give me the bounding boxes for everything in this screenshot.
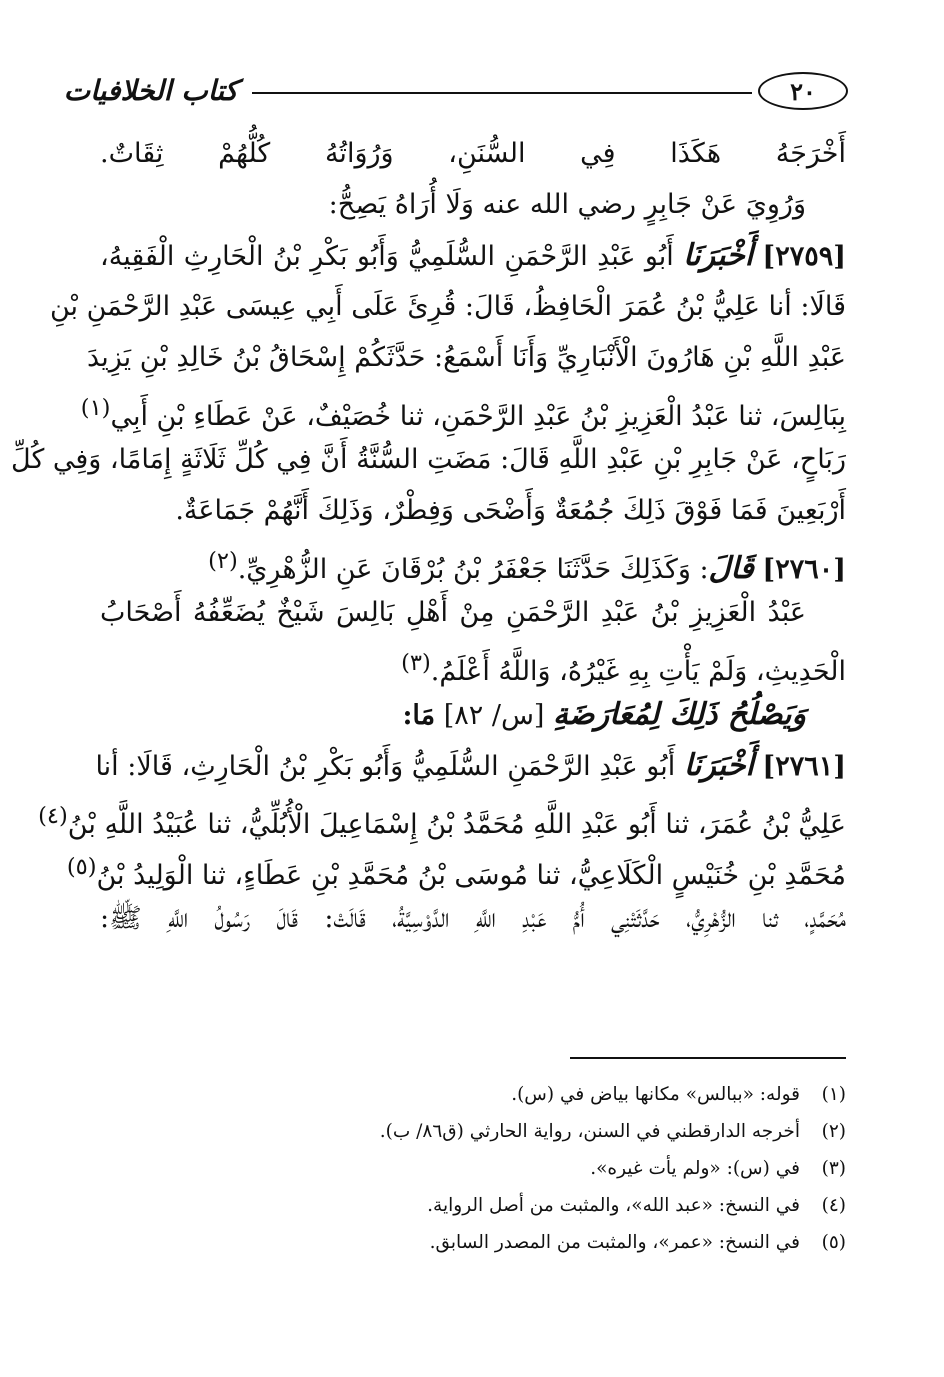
text-span: الْحَدِيثِ، وَلَمْ يَأْتِ بِهِ غَيْرُهُ، وَاللَّهُ أَعْلَمُ. (430, 656, 846, 687)
footnote-text: قوله: «ببالس» مكانها بياض في (س). (511, 1084, 800, 1105)
footnote-ref: (١) (80, 395, 111, 421)
text-span: عَلِيُّ بْنُ عُمَرَ، ثنا أَبُو عَبْدِ اللَّهِ مُحَمَّدُ بْنُ إِسْمَاعِيلَ الْأُبُلِّيُّ، ثنا عُبَيْدُ اللَّهِ بْنُ (67, 809, 846, 840)
text-line (66, 842, 846, 893)
footnote-number: (٤) (821, 1195, 846, 1216)
footnote-item (100, 1187, 846, 1224)
body-text (11, 128, 846, 944)
text-span: مُحَمَّدِ بْنِ خُنَيْسٍ الْكَلَاعِيُّ، ثنا مُوسَى بْنُ مُحَمَّدِ بْنِ عَطَاءٍ، ثنا الْوَلِيدُ بْنُ (96, 860, 846, 891)
footnote-ref: (٤) (38, 803, 68, 829)
text-line: وَرُوِيَ عَنْ جَابِرٍ رضي الله عنه وَلَا أُرَاهُ يَصِحُّ: (328, 189, 806, 220)
page-number: ٢٠ (758, 72, 848, 110)
page-ref: [س/ ٨٢] (443, 700, 545, 731)
footnote-item (100, 1224, 846, 1261)
text-line: مُحَمَّدٍ، ثنا الزُّهْرِيُّ، حَدَّثَتْنِي أُمُّ عَبْدِ اللَّهِ الدَّوْسِيَّةُ، قَالَتْ: قَالَ رَسُولُ اللَّهِ ﷺ: (100, 903, 846, 934)
hadith-number: [٢٧٥٩] (762, 241, 846, 272)
book-title: كتاب الخلافيات (63, 74, 238, 107)
footnote-ref: (٣) (401, 650, 431, 676)
hadith-2761-line (95, 740, 846, 791)
footnote-number: (١) (821, 1084, 846, 1105)
page-header (63, 68, 848, 114)
text-line (100, 638, 846, 689)
akhbarana-keyword: أَخْبَرَنَا (683, 238, 754, 273)
text-span: مَا: (402, 700, 436, 731)
qala-keyword: قَالَ (708, 551, 754, 586)
text-line (38, 791, 846, 842)
footnote-text: في النسخ: «عبد الله»، والمثبت من أصل الرواية. (427, 1195, 800, 1216)
section-heading (100, 689, 846, 740)
text-span: أَبُو عَبْدِ الرَّحْمَنِ السُّلَمِيُّ وَأَبُو بَكْرِ بْنُ الْحَارِثِ، قَالَا: أنا (95, 751, 676, 782)
footnote-ref: (٥) (66, 854, 97, 880)
akhbarana-keyword: أَخْبَرَنَا (683, 748, 754, 783)
text-span: : وَكَذَلِكَ حَدَّثَنَا جَعْفَرُ بْنُ بُرْقَانَ عَنِ الزُّهْرِيِّ. (237, 554, 709, 585)
text-line: أَرْبَعِينَ فَمَا فَوْقَ ذَلِكَ جُمُعَةٌ وَأَضْحَى وَفِطْرٌ، وَذَلِكَ أَنَّهُمْ جَمَاعَةٌ. (175, 495, 846, 526)
hadith-2760-line (100, 536, 846, 587)
footnote-ref: (٢) (208, 548, 238, 574)
heading-bold-text: وَيَصْلُحُ ذَلِكَ لِمُعَارَضَةِ (553, 697, 806, 732)
text-line: رَبَاحٍ، عَنْ جَابِرِ بْنِ عَبْدِ اللَّهِ قَالَ: مَضَتِ السُّنَّةُ أَنَّ فِي كُلِّ ثَلَاثَةٍ إِمَامًا، وَفِي كُلِّ (11, 444, 846, 475)
footnote-separator (570, 1057, 846, 1059)
footnotes (100, 1076, 846, 1261)
footnote-item (100, 1150, 846, 1187)
text-line: قَالَا: أنا عَلِيُّ بْنُ عُمَرَ الْحَافِظُ، قَالَ: قُرِئَ عَلَى أَبِي عِيسَى عَبْدِ الرَّحْمَنِ بْنِ (50, 291, 846, 322)
text-span: بِبَالِسَ، ثنا عَبْدُ الْعَزِيزِ بْنُ عَبْدِ الرَّحْمَنِ، ثنا خُصَيْفٌ، عَنْ عَطَاءِ بْنِ أَبِي (110, 401, 846, 432)
footnote-text: في (س): «ولم يأت غيره». (590, 1158, 800, 1179)
footnote-text: أخرجه الدارقطني في السنن، رواية الحارثي (ق٨٦/ ب). (379, 1121, 800, 1142)
text-line: عَبْدِ اللَّهِ بْنِ هَارُونَ الْأَنْبَارِيِّ وَأَنَا أَسْمَعُ: حَدَّثَكُمْ إِسْحَاقُ بْنُ خَالِدِ بْنِ يَزِيدَ (87, 342, 846, 373)
footnote-number: (٣) (821, 1158, 846, 1179)
footnote-number: (٢) (821, 1121, 846, 1142)
text-line: عَبْدُ الْعَزِيزِ بْنُ عَبْدِ الرَّحْمَنِ مِنْ أَهْلِ بَالِسَ شَيْخٌ يُضَعِّفُهُ أَصْحَابُ (100, 597, 806, 628)
footnote-text: في النسخ: «عمر»، والمثبت من المصدر السابق. (429, 1232, 800, 1253)
hadith-number: [٢٧٦٠] (762, 554, 846, 585)
header-rule (252, 92, 752, 94)
text-line (80, 383, 846, 434)
footnote-item (100, 1076, 846, 1113)
footnote-item (100, 1113, 846, 1150)
text-span: أَبُو عَبْدِ الرَّحْمَنِ السُّلَمِيُّ وَأَبُو بَكْرِ بْنُ الْحَارِثِ الْفَقِيهُ، (100, 241, 674, 272)
footnote-number: (٥) (821, 1232, 846, 1253)
hadith-number: [٢٧٦١] (762, 751, 846, 782)
text-line: أَخْرَجَهُ هَكَذَا فِي السُّنَنِ، وَرُوَاتُهُ كُلُّهُمْ ثِقَاتٌ. (100, 138, 846, 169)
hadith-2759-line (100, 230, 846, 281)
